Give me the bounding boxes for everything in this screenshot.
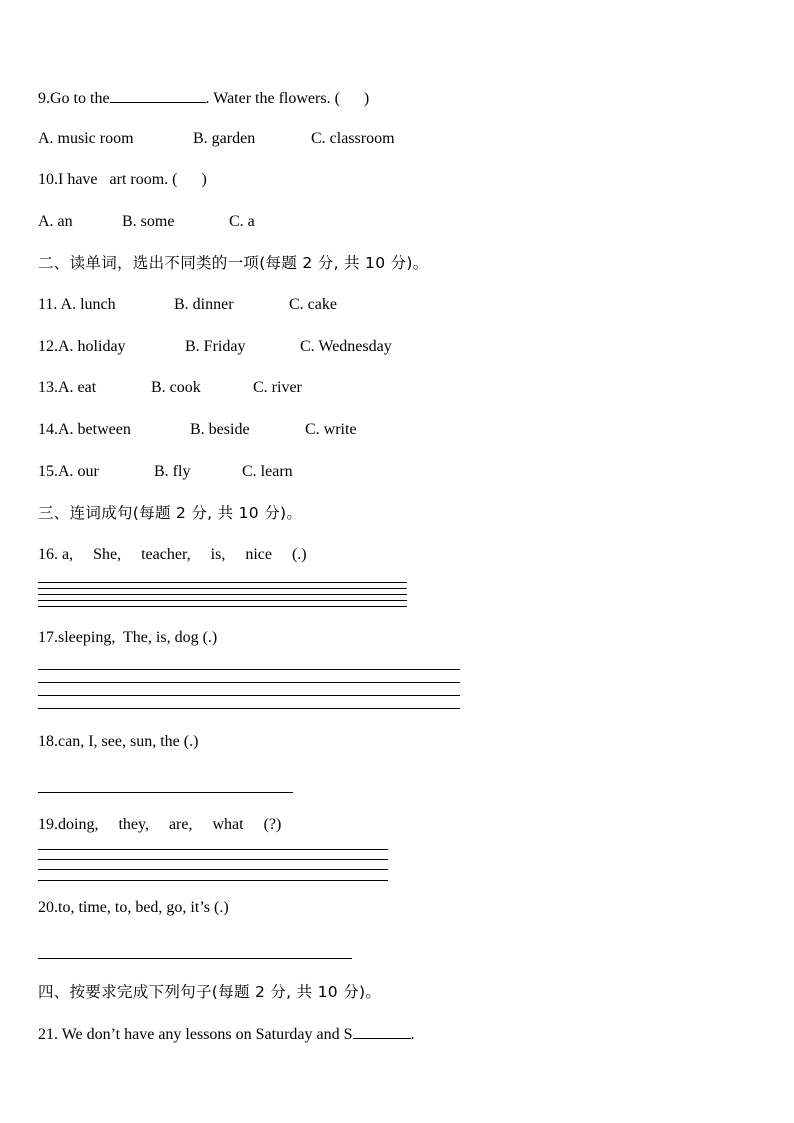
q13-option-a-label: A. eat: [58, 379, 97, 396]
q15-option-b[interactable]: B. fly: [154, 463, 191, 480]
question-19: 19.doing, they, are, what (?): [38, 816, 282, 833]
q21-blank[interactable]: [353, 1023, 411, 1039]
q15-option-c[interactable]: C. learn: [242, 463, 293, 480]
q17-answer-line[interactable]: [38, 682, 460, 683]
q13-number: 13.: [38, 379, 58, 396]
question-21: [38, 1023, 415, 1045]
q21-text-before: 21. We don’t have any lessons on Saturday and S: [38, 1026, 353, 1043]
q12-number: 12.: [38, 338, 58, 355]
question-15: [38, 462, 293, 482]
q11-option-a[interactable]: [38, 295, 174, 315]
q12-option-b[interactable]: B. Friday: [185, 338, 246, 355]
q16-answer-line[interactable]: [38, 588, 407, 589]
q13-option-a[interactable]: [38, 378, 151, 398]
q15-number: 15.: [38, 463, 58, 480]
q14-option-a[interactable]: [38, 420, 190, 440]
q9-text-after: . Water the flowers. ( ): [205, 90, 370, 107]
q12-option-a-label: A. holiday: [58, 338, 126, 355]
question-10: 10.I have art room. ( ): [38, 171, 207, 188]
question-18: 18.can, I, see, sun, the (.): [38, 733, 199, 750]
q9-option-a[interactable]: A. music room: [38, 130, 134, 147]
q11-option-b[interactable]: B. dinner: [174, 296, 234, 313]
q13-option-b[interactable]: B. cook: [151, 379, 201, 396]
q16-answer-line[interactable]: [38, 582, 407, 583]
q14-option-a-label: A. between: [58, 421, 131, 438]
question-9: [38, 87, 369, 109]
q15-option-a-label: A. our: [58, 463, 99, 480]
q9-text-before: 9.Go to the: [38, 90, 110, 107]
q19-answer-line[interactable]: [38, 849, 388, 850]
q16-answer-line[interactable]: [38, 600, 407, 601]
question-13: [38, 378, 302, 398]
q9-option-c[interactable]: C. classroom: [311, 130, 395, 147]
q17-answer-line[interactable]: [38, 669, 460, 670]
q14-number: 14.: [38, 421, 58, 438]
q17-answer-line[interactable]: [38, 695, 460, 696]
q21-text-after: .: [410, 1026, 415, 1043]
question-11: [38, 295, 337, 315]
q16-answer-line[interactable]: [38, 594, 407, 595]
question-16: 16. a, She, teacher, is, nice (.): [38, 546, 307, 563]
q11-number: 11.: [38, 296, 61, 313]
q11-option-c[interactable]: C. cake: [289, 296, 337, 313]
q12-option-c[interactable]: C. Wednesday: [300, 338, 392, 355]
q20-answer-line[interactable]: [38, 958, 352, 959]
q10-option-b[interactable]: B. some: [122, 213, 175, 230]
q16-answer-line[interactable]: [38, 606, 407, 607]
q19-answer-line[interactable]: [38, 880, 388, 881]
q15-option-a[interactable]: [38, 462, 154, 482]
q10-option-a[interactable]: A. an: [38, 213, 73, 230]
question-12: [38, 337, 392, 357]
q9-options: [38, 129, 395, 149]
q14-option-b[interactable]: B. beside: [190, 421, 250, 438]
q11-option-a-label: A. lunch: [60, 296, 116, 313]
q19-answer-line[interactable]: [38, 859, 388, 860]
question-20: 20.to, time, to, bed, go, it’s (.): [38, 899, 229, 916]
q13-option-c[interactable]: C. river: [253, 379, 302, 396]
question-14: [38, 420, 357, 440]
q19-answer-line[interactable]: [38, 869, 388, 870]
section-3-title: 三、连词成句(每题 2 分, 共 10 分)。: [38, 504, 303, 522]
q10-options: [38, 212, 255, 232]
q12-option-a[interactable]: [38, 337, 185, 357]
q10-option-c[interactable]: C. a: [229, 213, 255, 230]
q18-answer-line[interactable]: [38, 792, 293, 793]
section-4-title: 四、按要求完成下列句子(每题 2 分, 共 10 分)。: [38, 983, 382, 1001]
q17-answer-line[interactable]: [38, 708, 460, 709]
q14-option-c[interactable]: C. write: [305, 421, 357, 438]
question-17: 17.sleeping, The, is, dog (.): [38, 629, 218, 646]
section-2-title: 二、读单词，选出不同类的一项(每题 2 分, 共 10 分)。: [38, 254, 429, 272]
q9-blank[interactable]: [110, 87, 206, 103]
q9-option-b[interactable]: B. garden: [193, 130, 256, 147]
